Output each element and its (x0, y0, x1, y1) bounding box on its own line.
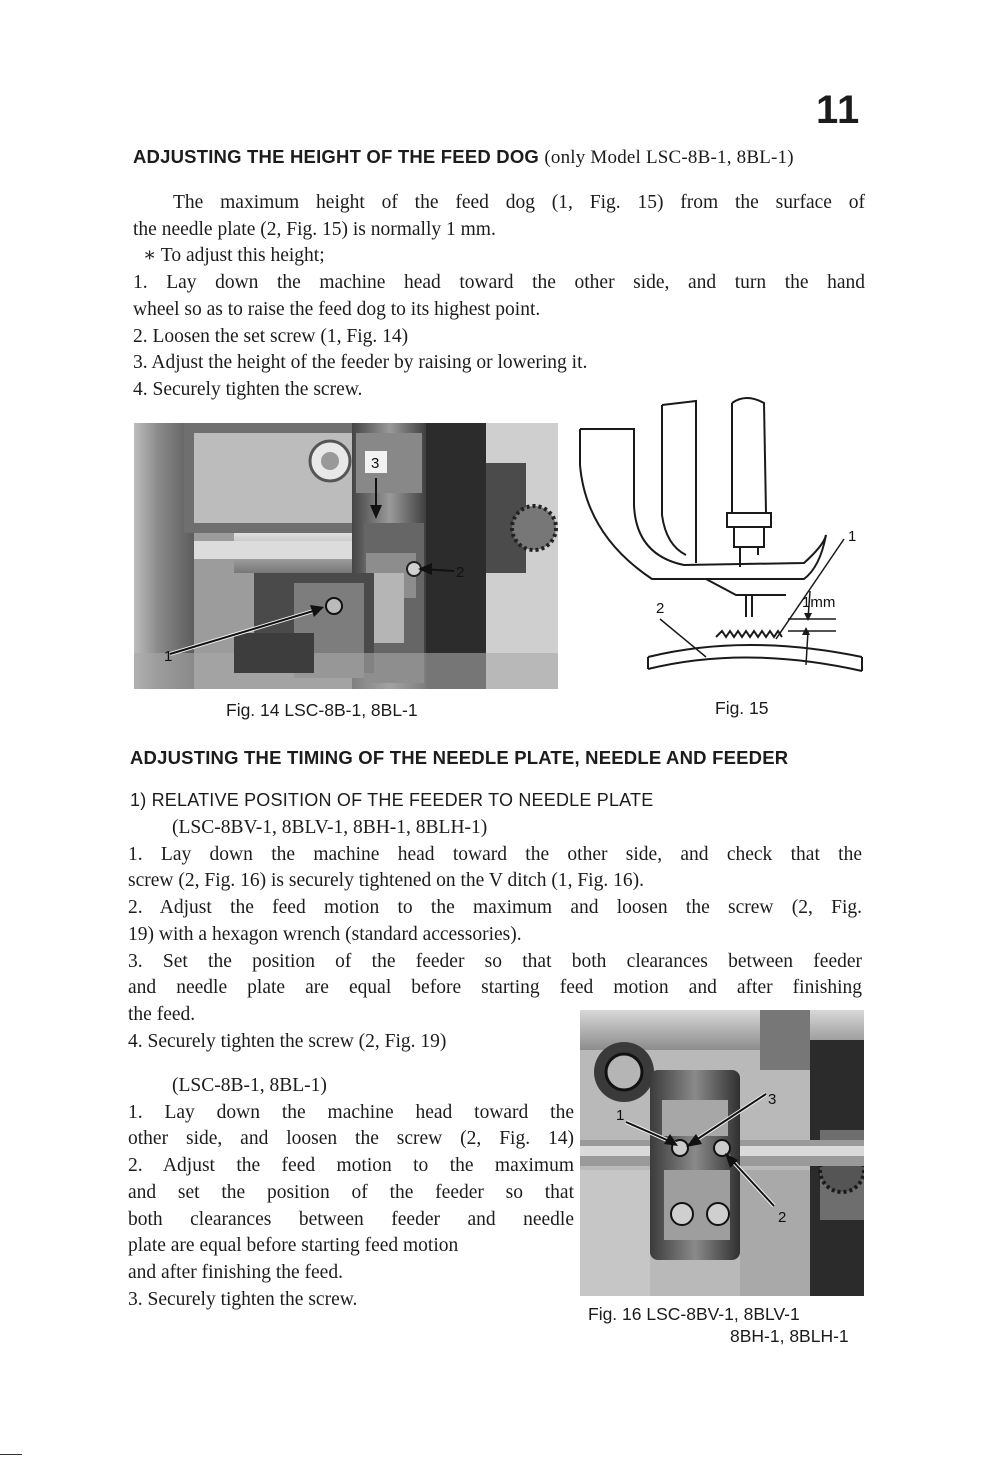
fig14-label-1: 1 (164, 648, 173, 665)
section1-body (133, 190, 865, 404)
body-line: 4. Securely tighten the screw. (133, 378, 363, 400)
fig16-label-1: 1 (616, 1107, 625, 1124)
body-line: 3. Set the position of the feeder so that both clearances between feeder (128, 950, 862, 972)
body-line: 2. Adjust the feed motion to the maximum and loosen the screw (2, Fig. (128, 897, 862, 919)
body-line: plate are equal before starting feed motion (128, 1235, 459, 1257)
fig15-label-1: 1 (848, 528, 857, 545)
fig16-label-2: 2 (778, 1209, 787, 1226)
body-line: ∗ To adjust this height; (143, 245, 325, 267)
page-corner-rule (0, 1454, 22, 1455)
body-line: other side, and loosen the screw (2, Fig. 14) (128, 1128, 574, 1150)
heading-text: ADJUSTING THE HEIGHT OF THE FEED DOG (133, 146, 539, 167)
fig16-label-3: 3 (768, 1091, 777, 1108)
body-line: 4. Securely tighten the screw (2, Fig. 19) (128, 1030, 447, 1052)
body-line: 1. Lay down the machine head toward the other side, and turn the hand (133, 272, 865, 294)
fig15-caption: Fig. 15 (715, 698, 769, 718)
page-number: 11 (816, 88, 861, 132)
body-line: the feed. (128, 1003, 196, 1025)
body-line: wheel so as to raise the feed dog to its highest point. (133, 298, 541, 320)
body-line: and set the position of the feeder so that (128, 1181, 574, 1203)
fig15-label-1mm: 1mm (802, 594, 836, 611)
fig15-label-2: 2 (656, 600, 665, 617)
fig14-photo (134, 423, 558, 689)
body-line: and needle plate are equal before starting feed motion and after finishing (128, 977, 862, 999)
fig14-caption: Fig. 14 LSC-8B-1, 8BL-1 (226, 700, 418, 720)
body-line: 1. Lay down the machine head toward the (128, 1101, 574, 1123)
fig16-caption-line1: Fig. 16 LSC-8BV-1, 8BLV-1 (588, 1304, 800, 1324)
body-line: 3. Securely tighten the screw. (128, 1288, 358, 1310)
heading-model-note: (only Model LSC-8B-1, 8BL-1) (544, 147, 794, 168)
body-line: 3. Adjust the height of the feeder by raising or lowering it. (133, 352, 588, 374)
body-line: both clearances between feeder and needle (128, 1208, 574, 1230)
section-heading-feed-dog-height (133, 146, 794, 169)
body-line: 2. Adjust the feed motion to the maximum (128, 1155, 574, 1177)
models-note: (LSC-8BV-1, 8BLV-1, 8BH-1, 8BLH-1) (172, 817, 488, 838)
body-line: 1. Lay down the machine head toward the other side, and check that the (128, 843, 862, 865)
body-line: screw (2, Fig. 16) is securely tightened on the V ditch (1, Fig. 16). (128, 870, 644, 892)
fig16-caption-line2: 8BH-1, 8BLH-1 (730, 1326, 849, 1346)
body-line: 19) with a hexagon wrench (standard accessories). (128, 923, 522, 945)
fig14-label-3: 3 (371, 455, 380, 472)
models-note: (LSC-8B-1, 8BL-1) (172, 1075, 327, 1096)
section2-body-b (128, 1073, 574, 1313)
section-heading-timing: ADJUSTING THE TIMING OF THE NEEDLE PLATE, NEEDLE AND FEEDER (130, 747, 789, 768)
body-line: the needle plate (2, Fig. 15) is normally 1 mm. (133, 218, 496, 240)
fig14-label-2: 2 (456, 564, 465, 581)
body-line: The maximum height of the feed dog (1, Fig. 15) from the surface of (173, 192, 865, 213)
body-line: 2. Loosen the set screw (1, Fig. 14) (133, 325, 409, 347)
subheading-relative-position: 1) RELATIVE POSITION OF THE FEEDER TO NEEDLE PLATE (130, 790, 654, 810)
fig15-diagram (576, 395, 866, 690)
body-line: and after finishing the feed. (128, 1261, 343, 1283)
fig16-photo (580, 1010, 864, 1296)
